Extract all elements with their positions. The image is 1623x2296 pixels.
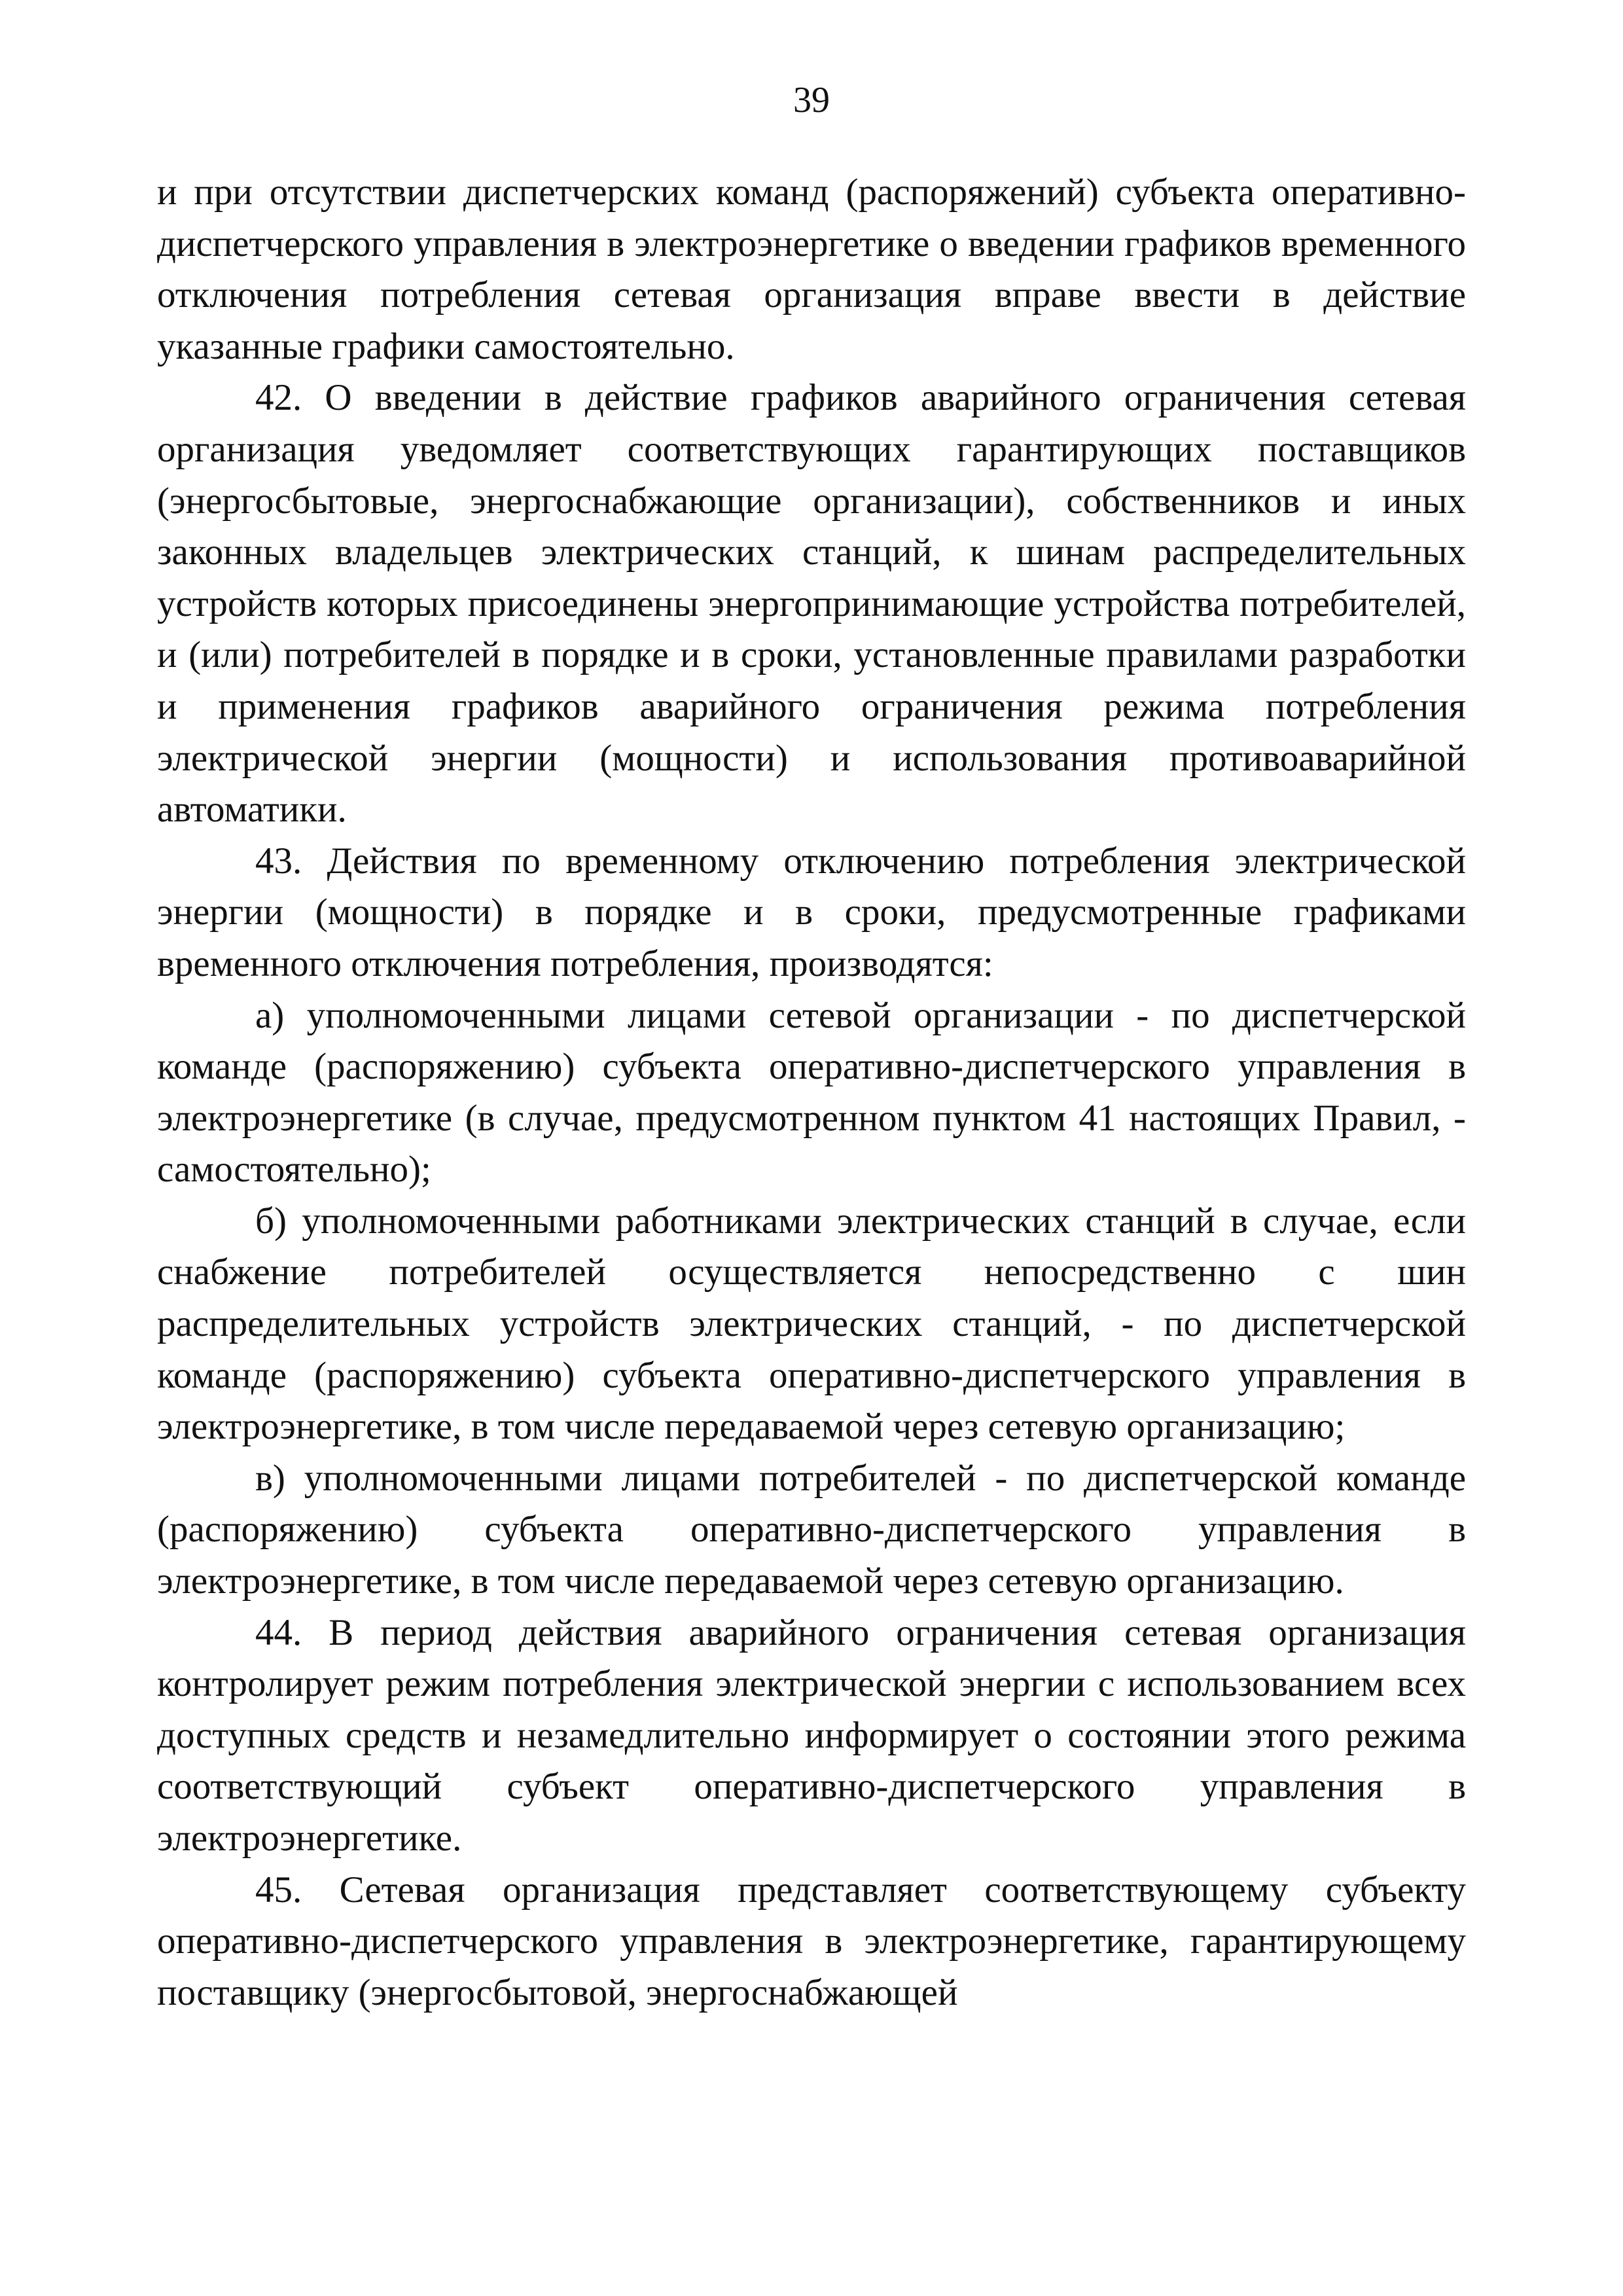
paragraph-43-item-v: в) уполномоченными лицами потребителей - по диспетчерской команде (распоряжению) субъекта оперативно-диспетчерского управления в электроэнергетике, в том числе передаваемой через сетевую организацию. bbox=[157, 1457, 1466, 1602]
paragraph-43: 43. Действия по временному отключению потребления электрической энергии (мощности) в порядке и в сроки, предусмотренные графиками временного отключения потребления, производятся: bbox=[157, 840, 1466, 984]
document-body bbox=[157, 167, 1466, 2018]
paragraph-41-continuation: и при отсутствии диспетчерских команд (распоряжений) субъекта оперативно-диспетчерского управления в электроэнергетике о введении графиков временного отключения потребления сетевая организация вправе ввести в действие указанные графики самостоятельно. bbox=[157, 171, 1466, 367]
page-number: 39 bbox=[793, 80, 830, 120]
paragraph-43-item-b: б) уполномоченными работниками электрических станций в случае, если снабжение потребителей осуществляется непосредственно с шин распределительных устройств электрических станций, - по диспетчерской команде (распоряжению) субъекта оперативно-диспетчерского управления в электроэнергетике, в том числе передаваемой через сетевую организацию; bbox=[157, 1200, 1466, 1448]
paragraph-43-item-a: а) уполномоченными лицами сетевой организации - по диспетчерской команде (распоряжению) субъекта оперативно-диспетчерского управления в электроэнергетике (в случае, предусмотренном пунктом 41 настоящих Правил, - самостоятельно); bbox=[157, 994, 1466, 1191]
paragraph-45: 45. Сетевая организация представляет соответствующему субъекту оперативно-диспетчерского управления в электроэнергетике, гарантирующему поставщику (энергосбытовой, энергоснабжающей bbox=[157, 1869, 1466, 2013]
paragraph-42: 42. О введении в действие графиков аварийного ограничения сетевая организация уведомляет соответствующих гарантирующих поставщиков (энергосбытовые, энергоснабжающие организации), собственников и иных законных владельцев электрических станций, к шинам распределительных устройств которых присоединены энергопринимающие устройства потребителей, и (или) потребителей в порядке и в сроки, установленные правилами разработки и применения графиков аварийного ограничения режима потребления электрической энергии (мощности) и использования противоаварийной автоматики. bbox=[157, 377, 1466, 831]
paragraph-44: 44. В период действия аварийного ограничения сетевая организация контролирует режим потребления электрической энергии с использованием всех доступных средств и незамедлительно информирует о состоянии этого режима соответствующий субъект оперативно-диспетчерского управления в электроэнергетике. bbox=[157, 1611, 1466, 1859]
